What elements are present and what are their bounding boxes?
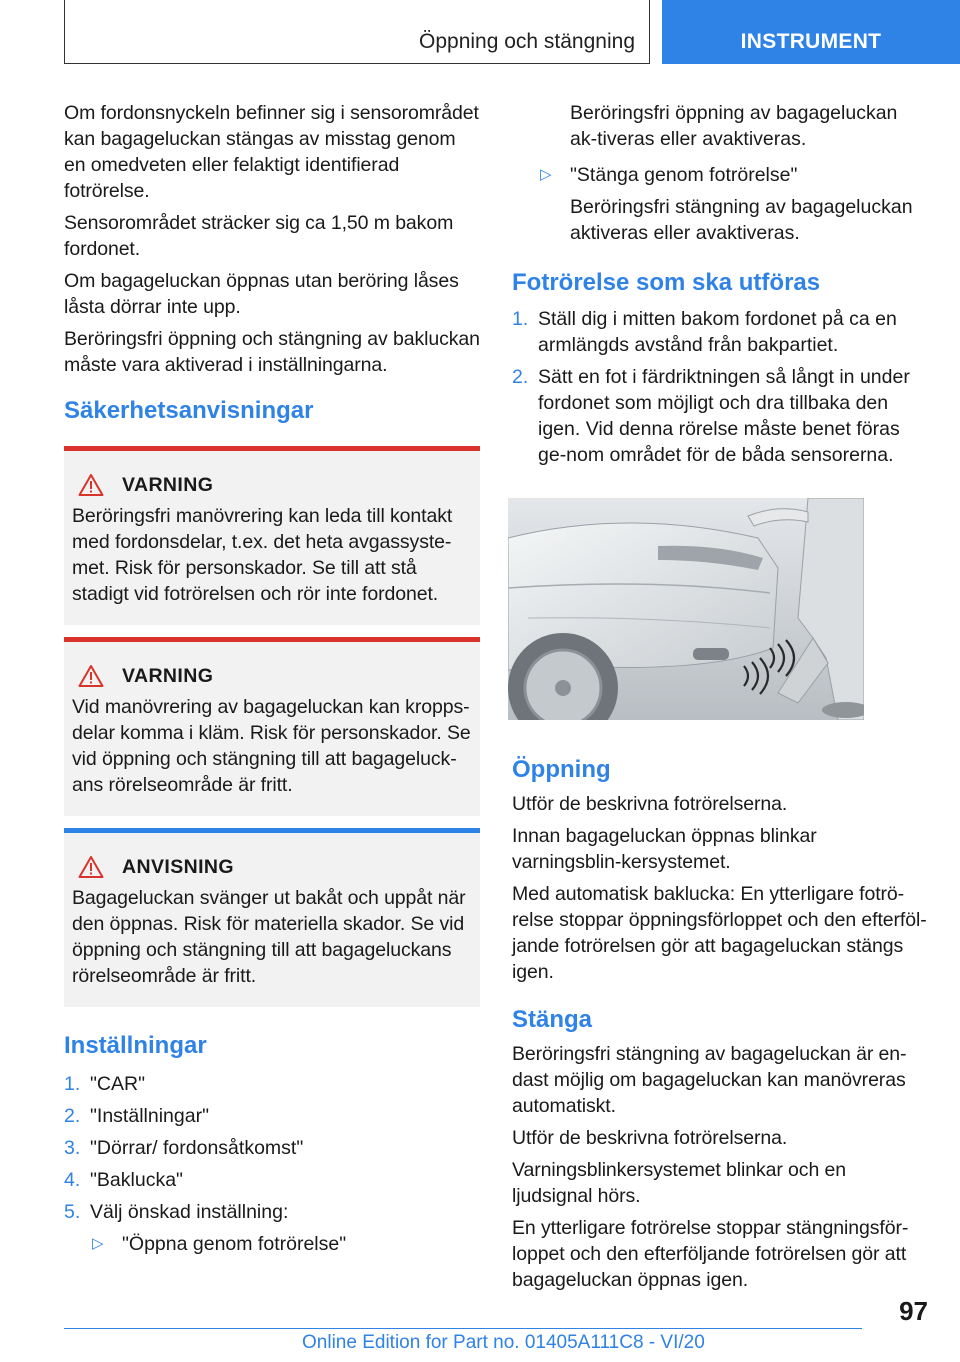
option-description: Beröringsfri stängning av bagageluckan aktiveras eller avaktiveras. (570, 196, 913, 244)
header-tab-label: INSTRUMENT (740, 30, 882, 53)
paragraph: Beröringsfri öppning och stängning av bakluckan måste vara aktiverad i inställningarna. (64, 328, 480, 376)
step-number: 2. (64, 1105, 81, 1127)
triangle-bullet-icon: ▷ (92, 1235, 104, 1252)
warning-triangle-icon (78, 473, 104, 497)
warning-box (64, 446, 480, 625)
footer-divider (64, 1328, 862, 1329)
list-item (64, 1167, 480, 1193)
warning-text: Beröringsfri manövrering kan leda till kontakt med fordonsdelar, t.ex. det heta avgassyste-met. Risk för personskador. Se till att stå stadigt vid fotrörelsen och rör inte fordonet. (72, 505, 453, 605)
section-heading-foot-motion: Fotrörelse som ska utföras (512, 269, 821, 296)
foot-motion-illustration (508, 498, 864, 720)
step-text: Välj önskad inställning: (90, 1201, 289, 1223)
header-section-box (64, 0, 650, 64)
step-number: 4. (64, 1169, 81, 1191)
settings-steps (64, 1071, 480, 1225)
header-section-title: Öppning och stängning (419, 30, 635, 53)
warning-text: Vid manövrering av bagageluckan kan kropps-delar komma i kläm. Risk för personskador. Se vid öppning och stängning till att bagageluck-ans rörelseområde är fritt. (72, 696, 471, 796)
triangle-bullet-icon: ▷ (540, 166, 552, 183)
step-number: 1. (64, 1073, 81, 1095)
step-number: 2. (512, 366, 529, 388)
paragraph: En ytterligare fotrörelse stoppar stängningsför-loppet och den efterföljande fotrörelsen gör att bagageluckan öppnas igen. (512, 1217, 909, 1291)
step-number: 5. (64, 1201, 81, 1223)
notice-text: Bagageluckan svänger ut bakåt och uppåt när den öppnas. Risk för materiella skador. Se vid öppning och stängning till att bagageluckans rörelseområde är fritt. (72, 887, 466, 987)
notice-box (64, 828, 480, 1007)
step-number: 1. (512, 308, 529, 330)
step-text: Sätt en fot i färdriktningen så långt in under fordonet som möjligt och dra tillbaka den igen. Vid denna rörelse måste benet föras ge-nom området för de båda sensorerna. (538, 366, 910, 466)
paragraph: Om fordonsnyckeln befinner sig i sensorområdet kan bagageluckan stängas av misstag genom en omedveten eller felaktigt identifierad fotrörelse. (64, 102, 479, 202)
paragraph: Beröringsfri stängning av bagageluckan är en-dast möjlig om bagageluckan kan manövreras automatiskt. (512, 1043, 907, 1117)
paragraph: Sensorområdet sträcker sig ca 1,50 m bakom fordonet. (64, 212, 454, 260)
list-item (512, 306, 928, 358)
warning-title: VARNING (122, 473, 214, 496)
right-column (512, 100, 928, 1299)
paragraph: Utför de beskrivna fotrörelserna. (512, 793, 788, 815)
paragraph: Med automatisk baklucka: En ytterligare fotrö-relse stoppar öppningsförloppet och den efterföl-jande fotrörelsen gör att bagageluckan stängs igen. (512, 883, 927, 983)
page-number: 97 (899, 1296, 928, 1326)
step-text: "Dörrar/ fordonsåtkomst" (90, 1137, 304, 1159)
option-description: Beröringsfri öppning av bagageluckan ak-tiveras eller avaktiveras. (570, 102, 898, 150)
footer-edition: Online Edition for Part no. 01405A111C8 - VI/20 (302, 1332, 705, 1353)
step-text: "Inställningar" (90, 1105, 209, 1127)
sub-option-text: "Stänga genom fotrörelse" (570, 164, 798, 186)
paragraph: Om bagageluckan öppnas utan beröring låses låsta dörrar inte upp. (64, 270, 459, 318)
list-item (64, 1199, 480, 1225)
step-text: "Baklucka" (90, 1169, 183, 1191)
warning-title: VARNING (122, 664, 214, 687)
section-heading-safety: Säkerhetsanvisningar (64, 397, 314, 424)
left-column (64, 100, 480, 1263)
paragraph: Varningsblinkersystemet blinkar och en ljudsignal hörs. (512, 1159, 847, 1207)
list-item (512, 364, 928, 468)
step-text: "CAR" (90, 1073, 146, 1095)
section-heading-opening: Öppning (512, 756, 611, 783)
paragraph: Innan bagageluckan öppnas blinkar varningsblin-kersystemet. (512, 825, 817, 873)
warning-box (64, 637, 480, 816)
notice-title: ANVISNING (122, 855, 234, 878)
paragraph: Utför de beskrivna fotrörelserna. (512, 1127, 788, 1149)
step-number: 3. (64, 1137, 81, 1159)
notice-triangle-icon (78, 855, 104, 879)
section-heading-closing: Stänga (512, 1006, 593, 1033)
warning-triangle-icon (78, 664, 104, 688)
list-item (64, 1103, 480, 1129)
list-item (64, 1135, 480, 1161)
foot-steps (512, 306, 928, 468)
header-tab (662, 0, 960, 64)
step-text: Ställ dig i mitten bakom fordonet på ca en armlängds avstånd från bakpartiet. (538, 308, 897, 356)
sub-option (92, 1231, 480, 1257)
list-item (64, 1071, 480, 1097)
sub-option (540, 162, 928, 188)
sub-option-text: "Öppna genom fotrörelse" (122, 1233, 347, 1255)
section-heading-settings: Inställningar (64, 1032, 207, 1059)
